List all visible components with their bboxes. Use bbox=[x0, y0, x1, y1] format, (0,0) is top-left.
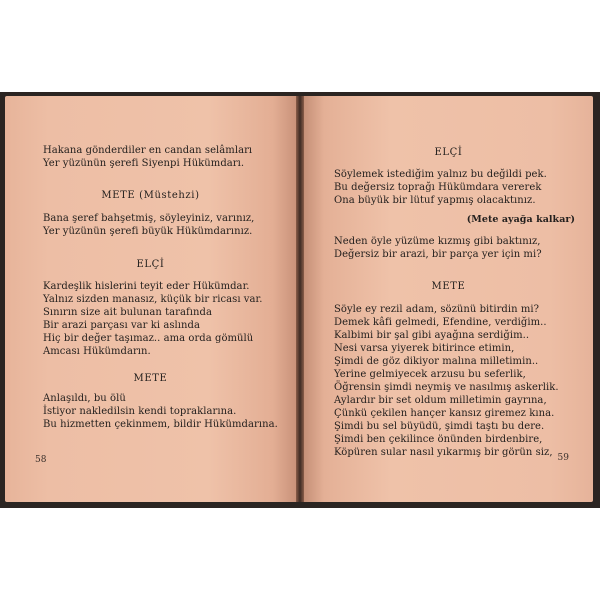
verse-line: Yerine gelmiyecek arzusu bu seferlik, bbox=[334, 369, 526, 380]
verse-line: Bu değersiz toprağı Hükümdara vererek bbox=[334, 182, 542, 193]
verse-line: Köpüren sular nasıl yıkarmış bir görün siz, bbox=[334, 447, 553, 458]
verse-line: Anlaşıldı, bu ölü bbox=[43, 393, 126, 404]
left-page bbox=[5, 96, 296, 502]
stage-direction: (Mete ayağa kalkar) bbox=[466, 214, 575, 225]
verse-line: Şimdi bu sel büyüdü, şimdi taştı bu dere. bbox=[334, 421, 545, 432]
speaker-heading: ELÇİ bbox=[136, 259, 165, 270]
verse-line: Bu hizmetten çekinmem, bildir Hükümdarına. bbox=[43, 419, 278, 430]
verse-line: Bir arazi parçası var ki aslında bbox=[43, 320, 200, 331]
verse-line: Öğrensin şimdi neymiş ve nasılmış askerlik. bbox=[334, 382, 559, 393]
verse-line: Sınırın size ait bulunan tarafında bbox=[43, 307, 212, 318]
verse-line: Şimdi de göz dikiyor malına milletimin.. bbox=[334, 356, 539, 367]
verse-line: Hakana gönderdiler en candan selâmları bbox=[43, 145, 253, 156]
verse-line: Söyle ey rezil adam, sözünü bitirdin mi? bbox=[334, 304, 540, 315]
verse-line: Söylemek istediğim yalnız bu değildi pek. bbox=[334, 169, 547, 180]
page-number: 58 bbox=[35, 455, 47, 465]
speaker-heading: METE bbox=[431, 281, 466, 292]
verse-line: Aylardır bir set oldum milletimin gayrına, bbox=[334, 395, 547, 406]
verse-line: Kardeşlik hislerini teyit eder Hükümdar. bbox=[43, 281, 250, 292]
verse-line: Ona büyük bir lütuf yapmış olacaktınız. bbox=[334, 195, 536, 206]
page-number: 59 bbox=[557, 453, 569, 463]
verse-line: Neden öyle yüzüme kızmış gibi baktınız, bbox=[334, 236, 541, 247]
verse-line: Hiç bir değer taşımaz.. ama orda gömülü bbox=[43, 333, 254, 344]
verse-line: Bana şeref bahşetmiş, söyleyiniz, varınız, bbox=[43, 213, 255, 224]
speaker-heading: METE (Müstehzi) bbox=[101, 190, 200, 201]
verse-line: Değersiz bir arazi, bir parça yer için mi? bbox=[334, 249, 542, 260]
verse-line: Şimdi ben çekilince önünden birdenbire, bbox=[334, 434, 543, 445]
verse-line: Kalbimi bir şal gibi ayağına serdiğim.. bbox=[334, 330, 530, 341]
verse-line: Çünkü çekilen hançer kansız giremez kına. bbox=[334, 408, 555, 419]
book-gutter bbox=[296, 96, 304, 502]
verse-line: Amcası Hükümdarın. bbox=[43, 346, 151, 357]
verse-line: Yalnız sizden manasız, küçük bir ricası var. bbox=[43, 294, 263, 305]
verse-line: Nesi varsa yiyerek bitirince etimin, bbox=[334, 343, 515, 354]
verse-line: Yer yüzünün şerefi Siyenpi Hükümdarı. bbox=[43, 158, 245, 169]
verse-line: Demek kâfi gelmedi, Efendine, verdiğim.. bbox=[334, 317, 547, 328]
speaker-heading: METE bbox=[133, 373, 168, 384]
verse-line: Yer yüzünün şerefi büyük Hükümdarınız. bbox=[43, 226, 253, 237]
verse-line: İstiyor nakledilsin kendi topraklarına. bbox=[43, 406, 237, 417]
speaker-heading: ELÇİ bbox=[434, 147, 463, 158]
right-page bbox=[304, 96, 593, 502]
